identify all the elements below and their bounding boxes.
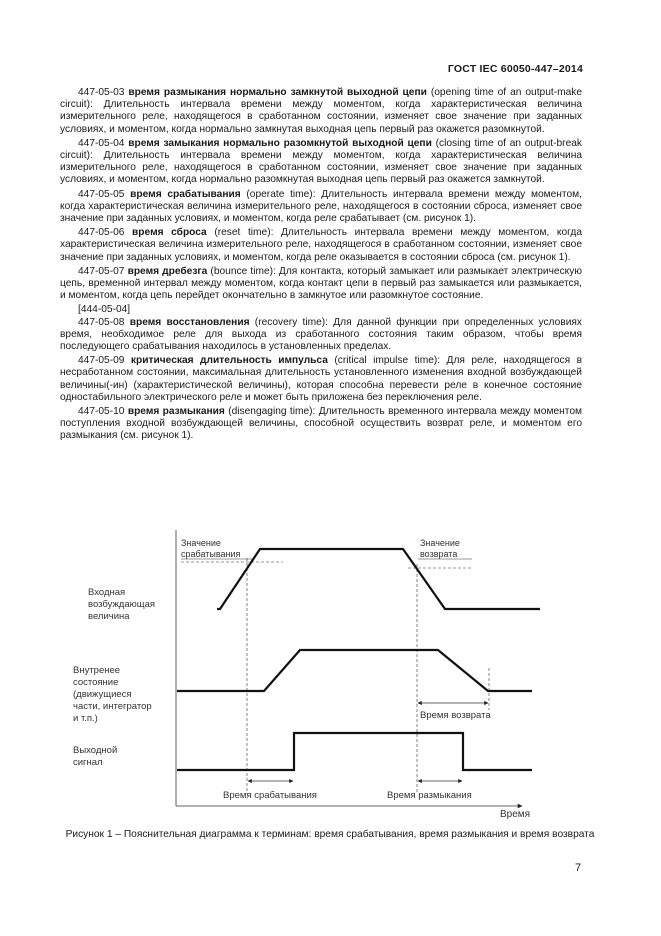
term-name: время размыкания нормально замкнутой выходной цепи xyxy=(128,87,427,98)
term-name: критическая длительность импульса xyxy=(130,355,328,367)
term-name: время восстановления xyxy=(129,316,250,328)
term-paragraph: 447-05-06 время сброса (reset time): Длительность интервала времени между моментом, когда характеристическая величина измерительного реле, находящегося в сработанном состоянии, изменяет свое значение при заданных условиях, и моментом, когда реле оказывается в состоянии сброса (см. рисунок 1). xyxy=(60,227,582,263)
term-name: время дребезга xyxy=(127,265,208,277)
return-time-label: Время возврата xyxy=(420,710,491,721)
internal-state-waveform xyxy=(177,650,532,691)
term-name: время размыкания xyxy=(127,406,225,418)
disengage-time-label: Время размыкания xyxy=(387,790,472,801)
row-label-output: Выходной сигнал xyxy=(73,745,118,768)
input-waveform xyxy=(217,549,540,609)
term-name: время сброса xyxy=(132,227,207,239)
return-value-annotation: Значение возврата xyxy=(420,538,460,559)
term-paragraph: 447-05-09 критическая длительность импульса (critical impulse time): Для реле, находящегося в несработанном состоянии, максимальная длительность установленного изменения входной возбуждающей величины(-ин) (характеристической величины), которая способна перевести реле в конечное состояние одностабильного электрического реле и может быть приложена без переключения реле. xyxy=(60,355,582,403)
term-name: время срабатывания xyxy=(130,188,241,200)
terms-text xyxy=(60,87,582,445)
timing-diagram-svg xyxy=(60,528,540,823)
row-label-input: Входная возбуждающая величина xyxy=(88,587,156,622)
reference-note: [444-05-04] xyxy=(78,304,131,316)
term-name: время замыкания нормально разомкнутой выходной цепи xyxy=(128,137,432,149)
time-axis-label: Время xyxy=(500,809,531,820)
operate-value-annotation: Значение срабатывания xyxy=(181,538,241,559)
term-paragraph: 447-05-07 время дребезга (bounce time): Для контакта, который замыкает или размыкает электрическую цепь, временной интервал между моментом, когда контакт цепи в первый раз замыкается или размыкается, и моментом, когда цепь перейдет окончательно в замкнутое или разомкнутое состояние. xyxy=(60,265,582,302)
term-paragraph: 447-05-03 время размыкания нормально замкнутой выходной цепи (opening time of an output-make circuit): Длительность интервала времени между моментом, когда характеристическая величина измерительного реле, находящегося в сработанном состоянии, изменяет свое значение при заданных условиях, и моментом, когда нормально замкнутая выходная цепь первый раз окажется разомкнутой. xyxy=(60,87,582,135)
timing-diagram xyxy=(60,528,540,828)
page-number: 7 xyxy=(575,862,582,874)
operate-time-label: Время срабатывания xyxy=(223,790,317,801)
term-paragraph: 447-05-05 время срабатывания (operate time): Длительность интервала времени между моментом, когда характеристическая величина измерительного реле, находящегося в состоянии сброса, изменяет свое значение при заданных условиях, и моментом, когда реле срабатывает (см. рисунок 1). xyxy=(60,188,582,225)
term-paragraph: 447-05-08 время восстановления (recovery time): Для данной функции при определенных условиях время, необходимое реле для выхода из сработанного состояния таким образом, чтобы время последующего срабатывания находилось в установленных пределах. xyxy=(60,316,582,353)
term-paragraph: 447-05-04 время замыкания нормально разомкнутой выходной цепи (closing time of an output-break circuit): Длительность интервала времени между моментом, когда характеристическая величина измерительного реле, находящегося в сработанном состоянии, изменяет свое значение при заданных условиях, и моментом, когда нормально разомкнутая выходная цепь первый раз окажется замкнутой. xyxy=(60,137,582,186)
row-label-internal: Внутренее состояние (движущиеся части, интегратор и т.п.) xyxy=(73,665,152,724)
figure-caption: Рисунок 1 – Пояснительная диаграмма к терминам: время срабатывания, время размыкания и время возврата xyxy=(65,829,595,840)
document-header: ГОСТ IEC 60050-447–2014 xyxy=(447,63,583,75)
term-paragraph: 447-05-10 время размыкания (disengaging time): Длительность временного интервала между моментом поступления входной возбуждающей величины, способной осуществить возврат реле, и моментом его размыкания (см. рисунок 1). xyxy=(60,406,582,442)
output-waveform xyxy=(177,733,532,770)
